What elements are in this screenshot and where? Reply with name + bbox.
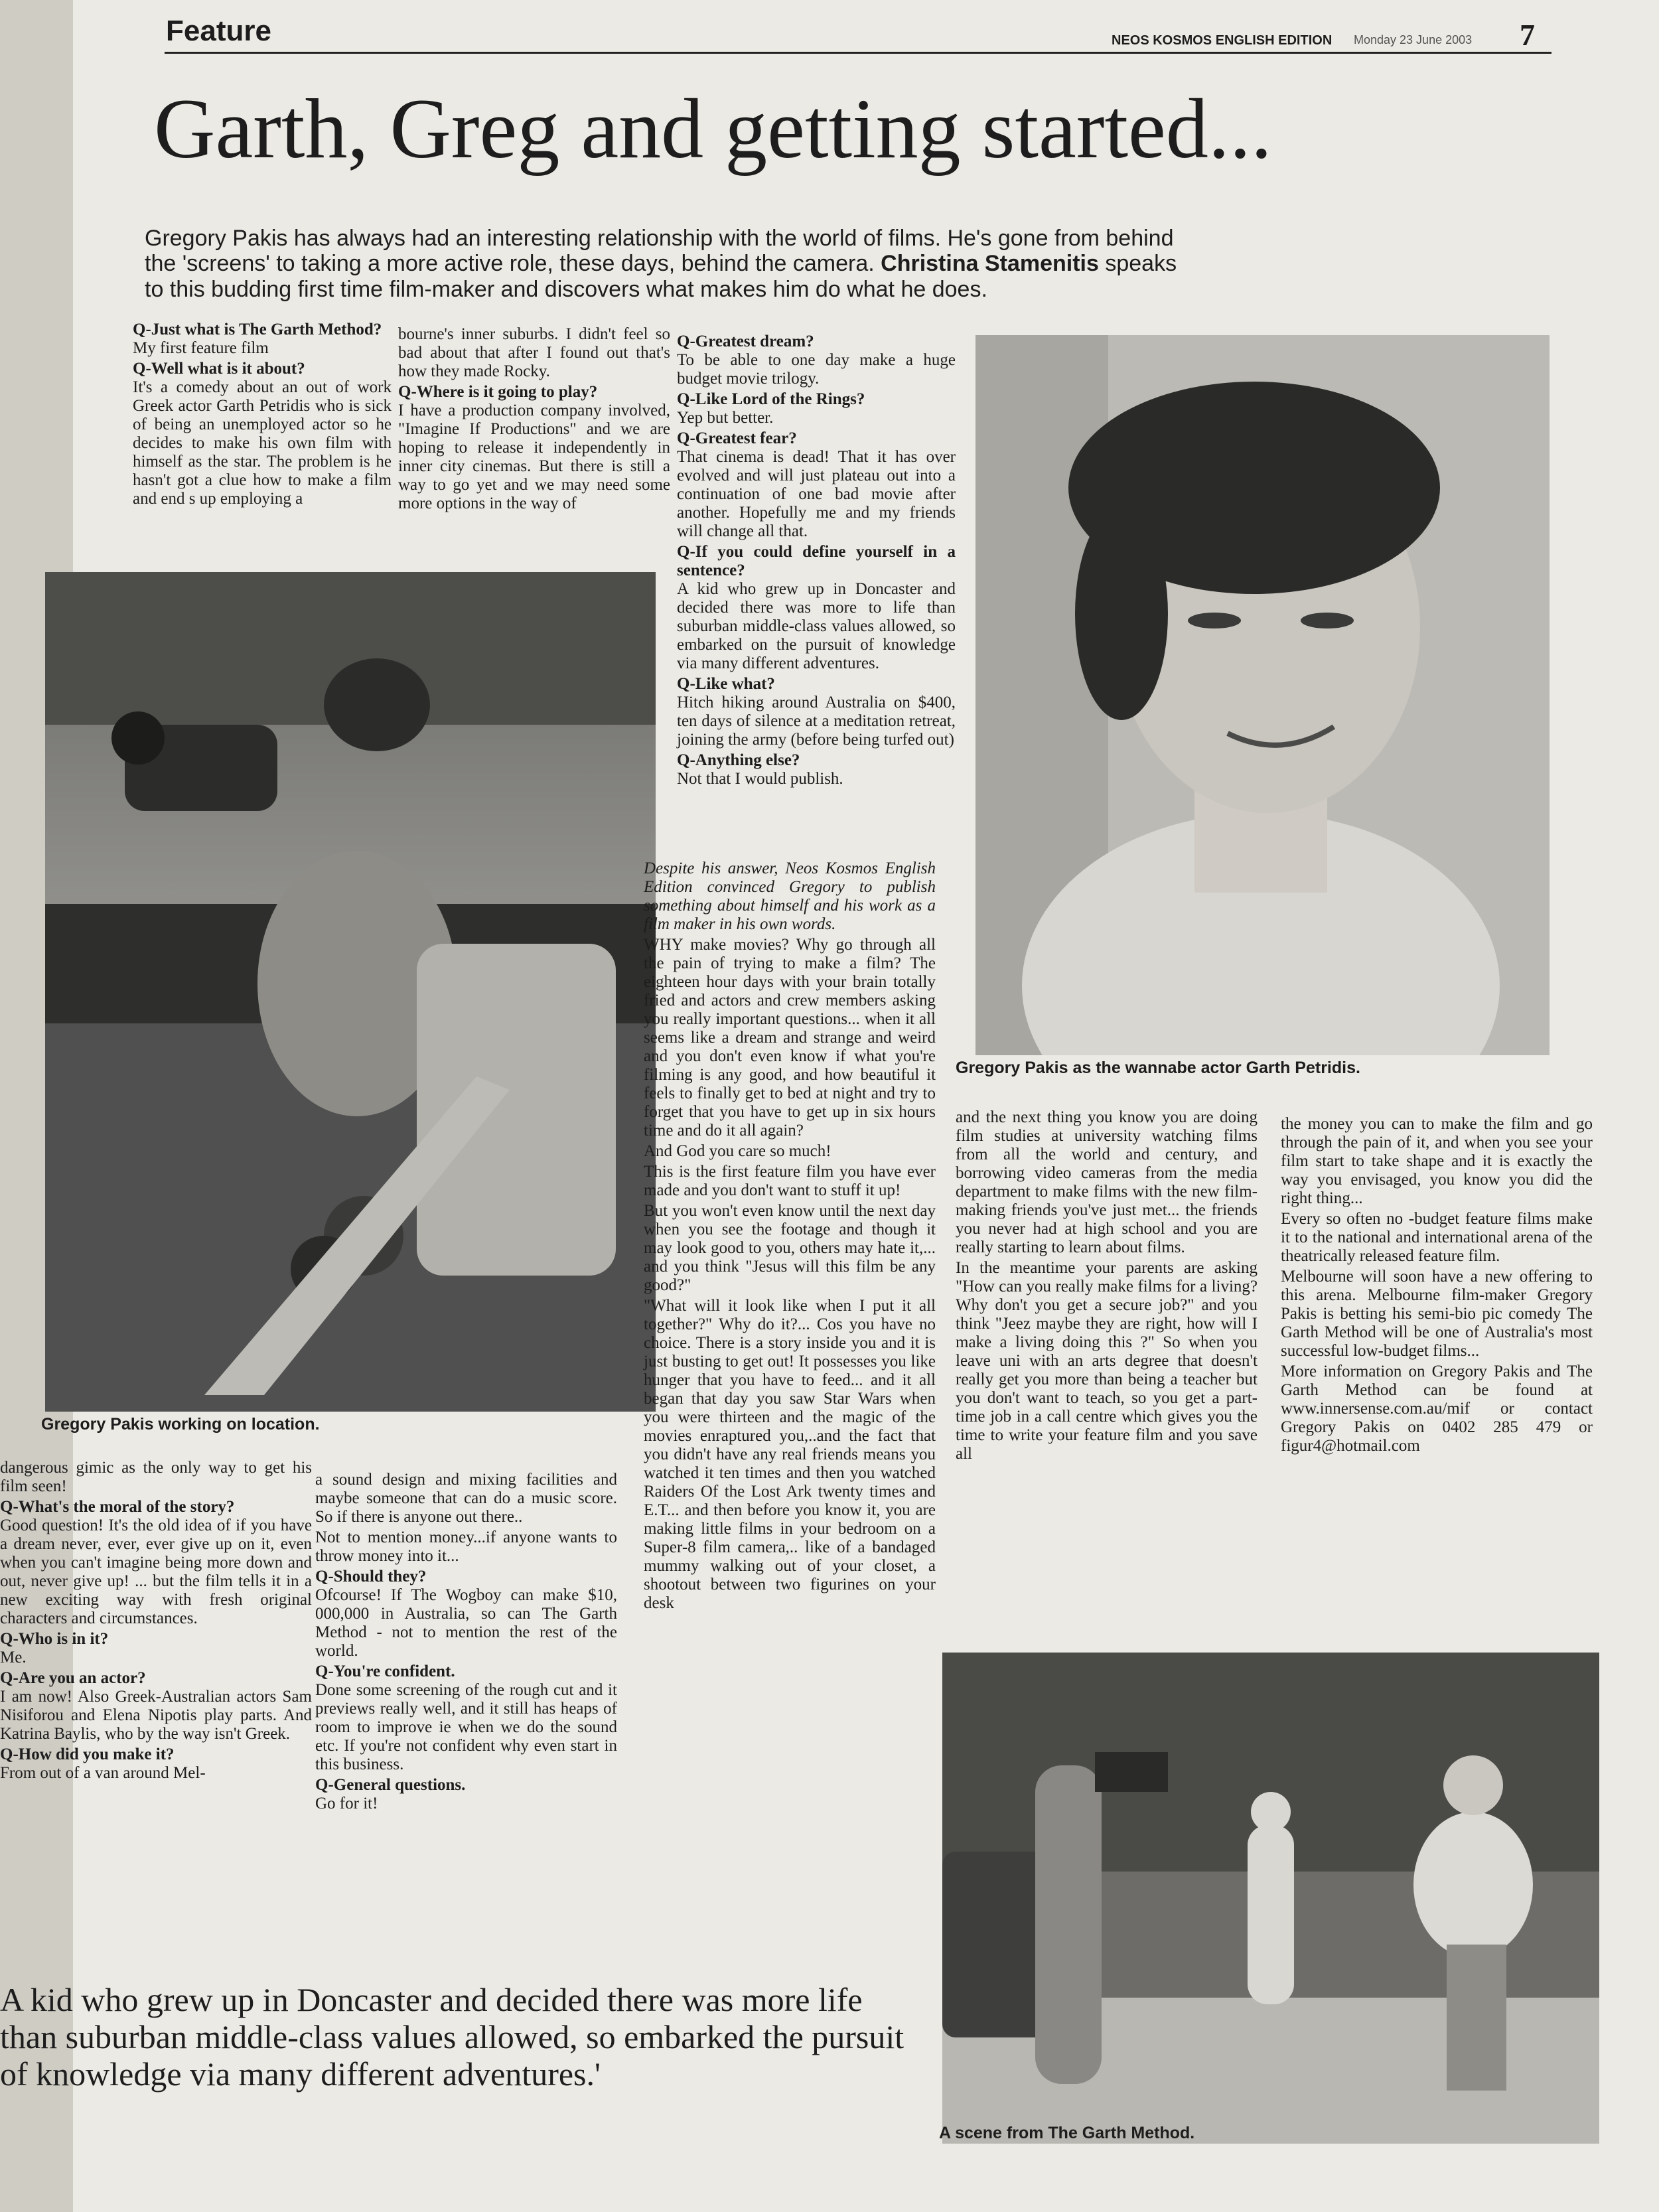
standfirst-line: to this budding first time film-maker and discovers what makes him do what he does. (145, 276, 987, 302)
photo-scene (942, 1653, 1599, 2144)
film-scene-image (942, 1653, 1599, 2144)
headline: Garth, Greg and getting started... (154, 82, 1272, 176)
interview-question: Q-Greatest fear? (677, 429, 797, 447)
interview-answer: Hitch hiking around Australia on $400, ten days of silence at a meditation retreat, joining the army (before being turfed out) (677, 694, 956, 749)
article-paragraph: But you won't even know until the next day when you see the footage and though it may look good to you, others may hate it,... and you think "Jesus will this film be any good?" (644, 1202, 936, 1294)
interview-question: Q-How did you make it? (0, 1745, 175, 1763)
interview-column-1 (133, 319, 392, 510)
interview-answer: Yep but better. (677, 409, 774, 427)
interview-answer: Ofcourse! If The Wogboy can make $10, 000,000 in Australia, so can The Garth Method - not to mention the rest of the world. (315, 1586, 617, 1660)
interview-column-3 (677, 331, 956, 790)
interview-question: Q-General questions. (315, 1776, 466, 1794)
header-rule (165, 52, 1551, 54)
interview-question: Q-Well what is it about? (133, 360, 305, 378)
photo-portrait (975, 335, 1550, 1055)
interview-answer: Me. (0, 1649, 27, 1666)
article-paragraph: And God you care so much! (644, 1142, 831, 1160)
publication-name: NEOS KOSMOS ENGLISH EDITION (1112, 33, 1333, 48)
interview-question: Q-Like what? (677, 675, 775, 693)
interview-column-2 (398, 325, 670, 515)
article-paragraph: and the next thing you know you are doing film studies at university watching films from all the world and century, and borrowing video cameras from the media department to make films with the new film-making friends you've just met... the friends you never had at high school and you are really starting to learn about films. (956, 1108, 1258, 1256)
article-paragraph: This is the first feature film you have ever made and you don't want to stuff it up! (644, 1163, 936, 1199)
interview-answer: That cinema is dead! That it has over evolved and will just plateau out into a continuation of one bad movie after another. Hopefully me and my friends will change all that. (677, 448, 956, 540)
interview-answer: Done some screening of the rough cut and it previews really well, and it still has heaps of room to improve ie when we do the sound etc. If you're not confident why even start in this business. (315, 1681, 617, 1773)
interview-answer: Good question! It's the old idea of if you have a dream never, ever, ever give up on it, even when you can't imagine being more down and out, never give up! ... but the film tells it in a new exciting way with fresh original characters and circumstances. (0, 1516, 312, 1627)
article-paragraph: Despite his answer, Neos Kosmos English Edition convinced Gregory to publish something about himself and his work as a film maker in his own words. (644, 859, 936, 933)
caption-scene: A scene from The Garth Method. (939, 2124, 1195, 2142)
page-number: 7 (1520, 18, 1535, 52)
interview-question: Q-What's the moral of the story? (0, 1498, 235, 1516)
standfirst-text: speaks (1105, 251, 1177, 277)
article-paragraph: Every so often no -budget feature films make it to the national and international arena of the theatrically released feature film. (1281, 1210, 1593, 1265)
interview-answer: bourne's inner suburbs. I didn't feel so bad about that after I found out that's how they made Rocky. (398, 325, 670, 380)
photo-on-location (45, 572, 656, 1412)
author-name: Christina Stamenitis (881, 251, 1099, 277)
pull-quote: A kid who grew up in Doncaster and decided there was more life than suburban middle-class values allowed, so embarked the pursuit of knowledge via many different adventures.' (0, 1981, 904, 2093)
interview-answer: dangerous gimic as the only way to get his film seen! (0, 1459, 312, 1495)
interview-answer: To be able to one day make a huge budget movie trilogy. (677, 351, 956, 388)
article-paragraph: In the meantime your parents are asking "How can you really make films for a living? Why don't you get a secure job?" and you think "Jeez maybe they are right, how will I make a living doing this ?" So when you leave uni with an arts degree that doesn't really get you more than being a teacher but you don't want to teach, so you get a part-time job in a call centre which gives you the time to write your feature film and you save all (956, 1259, 1258, 1463)
essay-column-3 (644, 859, 936, 1615)
interview-question: Q-Greatest dream? (677, 332, 814, 350)
interview-question: Q-Are you an actor? (0, 1669, 146, 1687)
article-paragraph: Melbourne will soon have a new offering to this arena. Melbourne film-maker Gregory Pakis is betting his semi-bio pic comedy The Garth Method will be one of Australia's most successful low-budget films... (1281, 1268, 1593, 1360)
essay-column-5 (1281, 1115, 1593, 1457)
interview-answer: It's a comedy about an out of work Greek actor Garth Petridis who is sick of being an unemployed actor so he decides to make his own film with himself as the star. The problem is he hasn't got a clue how to make a film and end s up employing a (133, 378, 392, 508)
interview-answer: I am now! Also Greek-Australian actors Sam Nisiforou and Elena Nipotis play parts. And Katrina Baylis, who by the way isn't Greek. (0, 1688, 312, 1743)
interview-answer: a sound design and mixing facilities and maybe someone that can do a music score. So if there is anyone out there.. (315, 1471, 617, 1526)
article-paragraph: WHY make movies? Why go through all the pain of trying to make a film? The eighteen hour days with your brain totally fried and actors and crew members asking you really important questions... when it all seems like a dream and strange and weird and you don't even know if what you're filming is any good, and how beautiful it feels to finally get to bed at night and try to forget that you have to get up in six hours time and do it all again? (644, 936, 936, 1140)
essay-column-4 (956, 1108, 1258, 1465)
interview-column-1-continued (0, 1459, 312, 1785)
article-paragraph: More information on Gregory Pakis and The Garth Method can be found at www.innersense.com.au/mif or contact Gregory Pakis on 0402 285 479 or figur4@hotmail.com (1281, 1363, 1593, 1455)
standfirst (145, 226, 1406, 302)
interview-column-2-continued (315, 1471, 617, 1815)
interview-answer: My first feature film (133, 339, 269, 357)
interview-answer: Go for it! (315, 1795, 378, 1812)
interview-question: Q-Just what is The Garth Method? (133, 321, 382, 338)
interview-question: Q-You're confident. (315, 1662, 455, 1680)
standfirst-line: Gregory Pakis has always had an interesting relationship with the world of films. He's gone from behind (145, 226, 1174, 251)
section-label: Feature (166, 15, 271, 47)
interview-question: Q-Like Lord of the Rings? (677, 390, 865, 408)
portrait-image (975, 335, 1550, 1055)
interview-answer: From out of a van around Mel- (0, 1764, 206, 1782)
standfirst-text: the 'screens' to taking a more active role, these days, behind the camera. (145, 251, 875, 277)
interview-answer: I have a production company involved, "Imagine If Productions" and we are hoping to release it independently in inner city cinemas. But there is still a way to go yet and we may need some more options in the way of (398, 402, 670, 512)
interview-answer: Not that I would publish. (677, 770, 843, 788)
caption-portrait: Gregory Pakis as the wannabe actor Garth Petridis. (956, 1059, 1360, 1077)
article-paragraph: "What will it look like when I put it all together?" Why do it?... Cos you have no choice. There is a story inside you and it is just busting to get out! It possesses you like hunger that you have to feed... and it all began that day you saw Star Wars when you were thirteen and the magic of the movies enraptured you,..and the fact that you didn't have any real friends means you watched it ten times and then you watched Raiders Of the Lost Ark twenty times and E.T... and then before you know it, you are making little films in your bedroom on a Super-8 film camera,.. like of a bandaged mummy walking out of your closet, a shootout between two figurines on your desk (644, 1297, 936, 1612)
article-paragraph: the money you can to make the film and go through the pain of it, and when you see your film start to take shape and it is exactly the way you envisaged, you know you did the right thing... (1281, 1115, 1593, 1207)
interview-question: Q-If you could define yourself in a sentence? (677, 543, 956, 579)
interview-question: Q-Should they? (315, 1568, 427, 1585)
interview-question: Q-Where is it going to play? (398, 383, 598, 401)
interview-question: Q-Anything else? (677, 751, 800, 769)
camera-operator-image (45, 572, 656, 1412)
caption-location: Gregory Pakis working on location. (41, 1415, 320, 1434)
interview-answer: Not to mention money...if anyone wants to throw money into it... (315, 1528, 617, 1565)
issue-date: Monday 23 June 2003 (1354, 33, 1473, 46)
standfirst-line (145, 251, 1406, 276)
interview-question: Q-Who is in it? (0, 1630, 109, 1648)
interview-answer: A kid who grew up in Doncaster and decided there was more to life than suburban middle-class values allowed, so embarked on the pursuit of knowledge via many different adventures. (677, 580, 956, 672)
